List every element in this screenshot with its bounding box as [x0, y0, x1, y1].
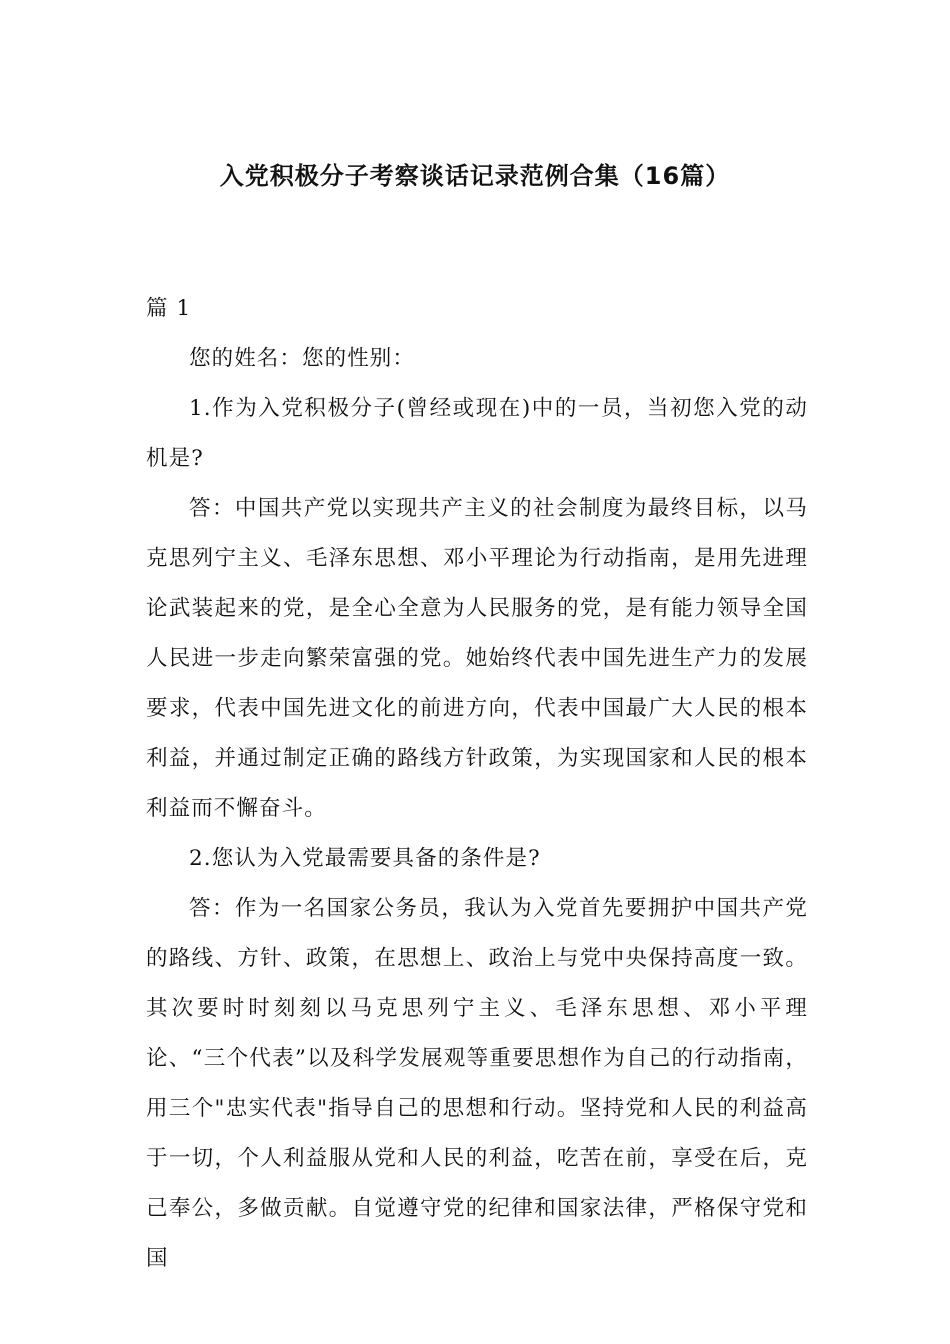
question-2: 2.您认为入党最需要具备的条件是? — [189, 846, 541, 871]
answer-2: 答：作为一名国家公务员，我认为入党首先要拥护中国共产党的路线、方针、政策，在思想上、政治上与党中央保持高度一致。其次要时时刻刻以马克思列宁主义、毛泽东思想、邓小平理论、“三个代表”以及科学发展观等重要思想作为自己的行动指南，用三个"忠实代表"指导自己的思想和行动。坚持党和人民的利益高于一切，个人利益服从党和人民的利益，吃苦在前，享受在后，克己奉公，多做贡献。自觉遵守党的纪律和国家法律，严格保守党和国 — [146, 896, 808, 1271]
question-1: 1.作为入党积极分子(曾经或现在)中的一员，当初您入党的动机是? — [146, 396, 808, 471]
section-label: 篇 1 — [146, 296, 192, 321]
document-title: 入党积极分子考察谈话记录范例合集（16篇） — [219, 162, 731, 190]
name-gender-line: 您的姓名：您的性别： — [189, 346, 416, 371]
answer-1: 答：中国共产党以实现共产主义的社会制度为最终目标，以马克思列宁主义、毛泽东思想、邓小平理论为行动指南，是用先进理论武装起来的党，是全心全意为人民服务的党，是有能力领导全国人民进一步走向繁荣富强的党。她始终代表中国先进生产力的发展要求，代表中国先进文化的前进方向，代表中国最广大人民的根本利益，并通过制定正确的路线方针政策，为实现国家和人民的根本利益而不懈奋斗。 — [146, 496, 808, 821]
document-body — [146, 284, 808, 1284]
